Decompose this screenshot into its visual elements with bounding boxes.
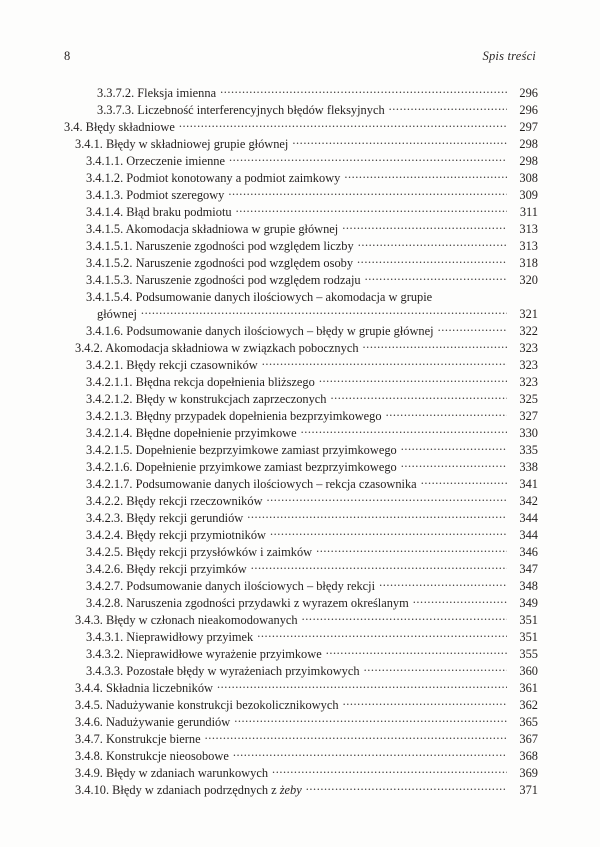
- toc-entry[interactable]: [64, 153, 538, 170]
- toc-entry-label: 3.4.9. Błędy w zdaniach warunkowych: [75, 766, 269, 780]
- dot-leader: [401, 459, 507, 471]
- toc-entry-label: 3.4.3.1. Nieprawidłowy przyimek: [86, 630, 254, 644]
- toc-page-number[interactable]: 318: [519, 256, 538, 270]
- toc-entry-label[interactable]: 3.4.1.5.4. Podsumowanie danych ilościowych – akomodacja w grupie: [86, 290, 433, 304]
- page-folio: 8: [64, 49, 71, 63]
- toc-entry[interactable]: [64, 646, 538, 663]
- toc-entry-label: 3.4.5. Nadużywanie konstrukcji bezokolicznikowych: [75, 698, 339, 712]
- toc-page-number[interactable]: 341: [519, 477, 538, 491]
- dot-leader: [389, 102, 507, 114]
- toc-entry-label-text: 3.4.10. Błędy w zdaniach podrzędnych z: [75, 783, 280, 797]
- toc-page-number[interactable]: 320: [519, 273, 538, 287]
- toc-entry[interactable]: [64, 170, 538, 187]
- toc-page-number[interactable]: 348: [519, 579, 538, 593]
- toc-entry[interactable]: [64, 340, 538, 357]
- toc-page-number[interactable]: 298: [519, 154, 538, 168]
- toc-entry-label: 3.4.1.4. Błąd braku podmiotu: [86, 205, 232, 219]
- toc-entry-label: 3.4.3. Błędy w członach nieakomodowanych: [75, 613, 298, 627]
- toc-page-number[interactable]: 313: [519, 239, 538, 253]
- toc-page-number[interactable]: 313: [519, 222, 538, 236]
- toc-page-number[interactable]: 355: [519, 647, 538, 661]
- toc-entry-label: 3.4.2.3. Błędy rekcji gerundiów: [86, 511, 244, 525]
- dot-leader: [343, 697, 507, 709]
- toc-page-number[interactable]: 323: [519, 341, 538, 355]
- toc-page-number[interactable]: 323: [519, 375, 538, 389]
- toc-entry-label: 3.4.1.2. Podmiot konotowany a podmiot zaimkowy: [86, 171, 341, 185]
- toc-entry-label: 3.4.2.1.2. Błędy w konstrukcjach zaprzeczonych: [86, 392, 327, 406]
- toc-entry[interactable]: [64, 476, 538, 493]
- toc-entry[interactable]: [64, 595, 538, 612]
- dot-leader: [217, 680, 507, 692]
- toc-entry-label-continued: głównej: [97, 307, 137, 321]
- running-head-title: Spis treści: [482, 49, 536, 63]
- toc-page-number[interactable]: 296: [519, 103, 538, 117]
- toc-page-number[interactable]: 342: [519, 494, 538, 508]
- dot-leader: [306, 782, 507, 794]
- toc-entry[interactable]: [64, 731, 538, 748]
- dot-leader: [262, 357, 507, 369]
- table-of-contents: [64, 85, 538, 799]
- toc-entry-label: 3.4.1.3. Podmiot szeregowy: [86, 188, 225, 202]
- dot-leader: [292, 136, 507, 148]
- dot-leader: [365, 272, 507, 284]
- toc-entry[interactable]: [64, 578, 538, 595]
- toc-entry-label: 3.4.1.5.3. Naruszenie zgodności pod względem rodzaju: [86, 273, 361, 287]
- toc-entry[interactable]: [64, 493, 538, 510]
- dot-leader: [205, 731, 507, 743]
- toc-entry-label: 3.4.3.3. Pozostałe błędy w wyrażeniach przyimkowych: [86, 664, 360, 678]
- toc-page-number[interactable]: 338: [519, 460, 538, 474]
- toc-page-number[interactable]: 362: [519, 698, 538, 712]
- toc-page-number[interactable]: 365: [519, 715, 538, 729]
- toc-entry[interactable]: [64, 408, 538, 425]
- toc-entry-label: 3.4.2.1.5. Dopełnienie bezprzyimkowe zamiast przyimkowego: [86, 443, 397, 457]
- toc-entry[interactable]: [64, 119, 538, 136]
- dot-leader: [229, 153, 507, 165]
- toc-entry[interactable]: [64, 714, 538, 731]
- dot-leader: [220, 85, 507, 97]
- toc-entry-label: [75, 782, 305, 799]
- toc-entry-label: 3.4. Błędy składniowe: [64, 120, 175, 134]
- toc-entry-label: 3.4.4. Składnia liczebników: [75, 681, 213, 695]
- toc-entry-label: 3.4.1.5.1. Naruszenie zgodności pod względem liczby: [86, 239, 354, 253]
- toc-entry-label: 3.4.7. Konstrukcje bierne: [75, 732, 201, 746]
- toc-page-number[interactable]: 308: [519, 171, 538, 185]
- toc-entry[interactable]: [64, 357, 538, 374]
- dot-leader: [272, 765, 507, 777]
- toc-entry-label: 3.4.1.6. Podsumowanie danych ilościowych – błędy w grupie głównej: [86, 324, 434, 338]
- dot-leader: [363, 340, 507, 352]
- dot-leader: [236, 204, 507, 216]
- dot-leader: [251, 561, 507, 573]
- dot-leader: [267, 493, 507, 505]
- toc-entry-label: 3.4.2.4. Błędy rekcji przymiotników: [86, 528, 266, 542]
- toc-entry-label: 3.3.7.2. Fleksja imienna: [97, 86, 217, 100]
- toc-entry-label: 3.4.2.7. Podsumowanie danych ilościowych – błędy rekcji: [86, 579, 376, 593]
- toc-entry[interactable]: [64, 238, 538, 255]
- dot-leader: [358, 238, 507, 250]
- dot-leader: [413, 595, 507, 607]
- toc-entry-label: 3.4.8. Konstrukcje nieosobowe: [75, 749, 229, 763]
- toc-page-number[interactable]: 344: [519, 511, 538, 525]
- toc-page-number[interactable]: 360: [519, 664, 538, 678]
- toc-page-number[interactable]: 298: [519, 137, 538, 151]
- toc-entry-label: 3.4.2.1.3. Błędny przypadek dopełnienia bezprzyimkowego: [86, 409, 382, 423]
- toc-entry[interactable]: [64, 680, 538, 697]
- toc-entry-label: 3.4.2.1. Błędy rekcji czasowników: [86, 358, 258, 372]
- toc-entry-label: 3.4.1. Błędy w składniowej grupie głównej: [75, 137, 289, 151]
- toc-entry[interactable]: [64, 629, 538, 646]
- toc-page-number[interactable]: 346: [519, 545, 538, 559]
- toc-page-number[interactable]: 369: [519, 766, 538, 780]
- toc-entry[interactable]: [64, 663, 538, 680]
- toc-entry[interactable]: [64, 323, 538, 340]
- toc-page-number[interactable]: 349: [519, 596, 538, 610]
- dot-leader: [364, 663, 507, 675]
- toc-entry[interactable]: [64, 527, 538, 544]
- toc-entry-label: 3.3.7.3. Liczebność interferencyjnych błędów fleksyjnych: [97, 103, 385, 117]
- toc-entry-label: 3.4.2.8. Naruszenia zgodności przydawki z wyrazem określanym: [86, 596, 409, 610]
- toc-entry[interactable]: [64, 221, 538, 238]
- toc-entry-label: 3.4.3.2. Nieprawidłowe wyrażenie przyimkowe: [86, 647, 322, 661]
- dot-leader: [357, 255, 507, 267]
- dot-leader: [326, 646, 507, 658]
- toc-entry[interactable]: [64, 374, 538, 391]
- toc-page-number[interactable]: 321: [519, 307, 538, 321]
- toc-entry[interactable]: [64, 272, 538, 289]
- toc-page-number[interactable]: 309: [519, 188, 538, 202]
- toc-entry-label: 3.4.1.5.2. Naruszenie zgodności pod względem osoby: [86, 256, 354, 270]
- toc-page-number[interactable]: 367: [519, 732, 538, 746]
- toc-entry-label: 3.4.2.1.6. Dopełnienie przyimkowe zamiast bezprzyimkowego: [86, 460, 397, 474]
- dot-leader: [228, 187, 507, 199]
- dot-leader: [233, 748, 507, 760]
- dot-leader: [421, 476, 507, 488]
- toc-entry[interactable]: [64, 544, 538, 561]
- toc-page-number[interactable]: 351: [519, 630, 538, 644]
- dot-leader: [386, 408, 507, 420]
- toc-entry[interactable]: [64, 306, 538, 323]
- dot-leader: [438, 323, 507, 335]
- toc-page-number[interactable]: 296: [519, 86, 538, 100]
- toc-entry-label: 3.4.1.1. Orzeczenie imienne: [86, 154, 225, 168]
- toc-page-number[interactable]: 344: [519, 528, 538, 542]
- toc-page-number[interactable]: 371: [519, 783, 538, 797]
- toc-entry[interactable]: [64, 187, 538, 204]
- toc-entry-label: 3.4.2. Akomodacja składniowa w związkach pobocznych: [75, 341, 359, 355]
- dot-leader: [316, 544, 507, 556]
- toc-page-number[interactable]: 327: [519, 409, 538, 423]
- dot-leader: [141, 306, 507, 318]
- toc-entry-label: 3.4.2.1.4. Błędne dopełnienie przyimkowe: [86, 426, 297, 440]
- toc-entry-label: 3.4.2.5. Błędy rekcji przysłówków i zaimków: [86, 545, 313, 559]
- toc-entry[interactable]: [64, 765, 538, 782]
- dot-leader: [379, 578, 507, 590]
- toc-entry[interactable]: [64, 425, 538, 442]
- toc-page-number[interactable]: 297: [519, 120, 538, 134]
- dot-leader: [179, 119, 507, 131]
- dot-leader: [270, 527, 507, 539]
- toc-entry[interactable]: [64, 561, 538, 578]
- toc-entry[interactable]: [64, 85, 538, 102]
- toc-page-number[interactable]: 347: [519, 562, 538, 576]
- toc-page-number[interactable]: 361: [519, 681, 538, 695]
- toc-entry[interactable]: [64, 748, 538, 765]
- toc-page-number[interactable]: 325: [519, 392, 538, 406]
- toc-page-number[interactable]: 351: [519, 613, 538, 627]
- dot-leader: [331, 391, 507, 403]
- dot-leader: [302, 612, 507, 624]
- toc-page-number[interactable]: 335: [519, 443, 538, 457]
- dot-leader: [257, 629, 507, 641]
- toc-entry[interactable]: [64, 391, 538, 408]
- dot-leader: [301, 425, 507, 437]
- toc-entry-label: 3.4.2.1.7. Podsumowanie danych ilościowych – rekcja czasownika: [86, 477, 417, 491]
- dot-leader: [319, 374, 507, 386]
- toc-page-number[interactable]: 322: [519, 324, 538, 338]
- toc-entry-label: 3.4.2.2. Błędy rekcji rzeczowników: [86, 494, 263, 508]
- toc-entry[interactable]: [64, 782, 538, 799]
- dot-leader: [344, 170, 507, 182]
- toc-entry-label: 3.4.2.6. Błędy rekcji przyimków: [86, 562, 247, 576]
- dot-leader: [247, 510, 507, 522]
- toc-entry-label-emphasis: żeby: [279, 783, 302, 797]
- toc-page-number[interactable]: 368: [519, 749, 538, 763]
- dot-leader: [401, 442, 507, 454]
- dot-leader: [234, 714, 507, 726]
- toc-entry[interactable]: [64, 102, 538, 119]
- toc-entry-label: 3.4.2.1.1. Błędna rekcja dopełnienia bliższego: [86, 375, 315, 389]
- toc-entry[interactable]: [64, 510, 538, 527]
- toc-entry[interactable]: [64, 255, 538, 272]
- toc-entry-label: 3.4.1.5. Akomodacja składniowa w grupie głównej: [86, 222, 339, 236]
- toc-page-number[interactable]: 323: [519, 358, 538, 372]
- toc-entry[interactable]: [64, 697, 538, 714]
- running-head: [64, 48, 536, 66]
- dot-leader: [342, 221, 507, 233]
- toc-entry[interactable]: [64, 612, 538, 629]
- toc-entry[interactable]: [64, 459, 538, 476]
- toc-entry[interactable]: [64, 442, 538, 459]
- toc-entry[interactable]: [64, 136, 538, 153]
- toc-page-number[interactable]: 311: [519, 205, 538, 219]
- toc-page-number[interactable]: 330: [519, 426, 538, 440]
- toc-entry-label: 3.4.6. Nadużywanie gerundiów: [75, 715, 231, 729]
- toc-entry[interactable]: [64, 204, 538, 221]
